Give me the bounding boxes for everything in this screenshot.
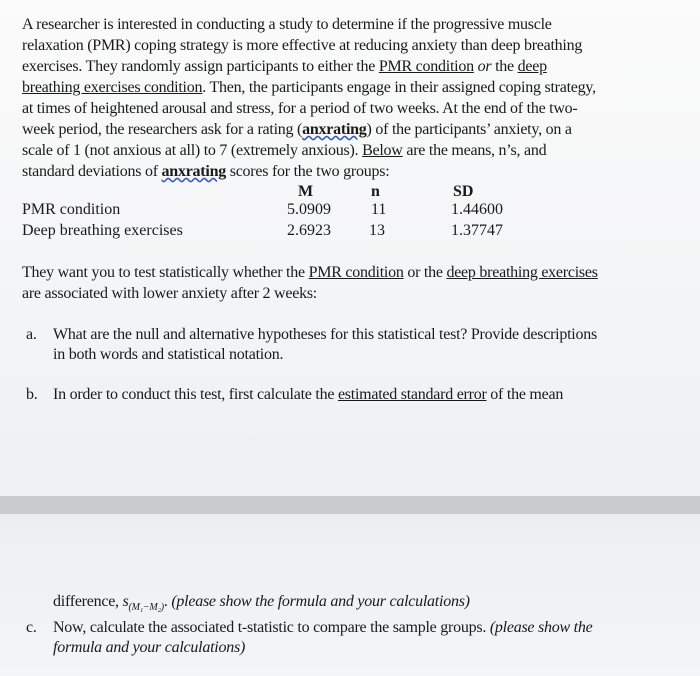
deep-breathing-term: deep breathing exercises [446,264,598,281]
text: are the means, n’s, and [402,142,547,159]
below-term: Below [362,142,403,159]
instruction: (please show the formula and your calculations) [171,593,470,610]
se-subscript: (M₁−M₂) [128,602,164,614]
header-sd: SD [453,183,474,200]
text: scale of 1 (not anxious at all) to 7 (extremely anxious). [22,142,363,159]
question-c-text [53,618,592,638]
question-a-text: in both words and statistical notation. [53,346,284,363]
anxrating-term: anxrating [302,121,367,138]
intro-line: relaxation (PMR) coping strategy is more effective at reducing anxiety than deep breathing [22,37,583,54]
text: exercises. They randomly assign participants to either the [22,58,379,75]
cell-sd: 1.44600 [451,201,503,218]
text: In order to conduct this test, first calculate the [53,386,338,403]
text: or [477,58,492,75]
question-b-text [53,385,563,405]
question-c-label: c. [26,619,37,636]
text: standard deviations of [22,163,162,180]
text: . [163,593,172,610]
intro-line [22,141,546,161]
cell-n: 13 [369,222,385,239]
text: ) of the participants’ anxiety, on a [366,121,572,138]
standard-error-term: estimated standard error [337,386,487,403]
para2-line: are associated with lower anxiety after 2 weeks: [22,285,317,302]
cell-m: 2.6923 [287,222,331,239]
question-a-label: a. [26,326,37,343]
intro-line [22,120,572,140]
intro-line [22,57,547,77]
se-symbol: s [122,593,129,610]
pmr-condition-term: PMR condition [378,58,474,75]
text: . Then, the participants engage in their assigned coping strategy, [202,79,596,96]
cell-sd: 1.37747 [451,222,503,239]
text: They want you to test statistically whether the [22,264,309,281]
intro-line [22,78,596,98]
text: scores for the two groups: [225,163,390,180]
text: week period, the researchers ask for a rating ( [22,121,303,138]
instruction: (please show the [489,619,593,636]
intro-line: at times of heightened arousal and stress, for a period of two weeks. At the end of the two- [22,100,578,117]
row-label: Deep breathing exercises [22,222,183,239]
cell-n: 11 [371,201,387,218]
question-a-text: What are the null and alternative hypotheses for this statistical test? Provide descriptions [53,326,597,343]
question-c-text: formula and your calculations) [53,639,246,656]
row-label: PMR condition [22,201,121,218]
cell-m: 5.0909 [287,201,331,218]
pmr-condition-term: PMR condition [308,264,404,281]
intro-line [22,162,389,182]
question-b-text [53,592,470,618]
text: of the mean [486,386,564,403]
deep-term: deep [517,58,547,75]
breathing-condition-term: breathing exercises condition [22,79,203,96]
question-b-label: b. [26,386,38,403]
text: the [495,58,514,75]
text: Now, calculate the associated t-statistic to compare the sample groups. [53,619,490,636]
anxrating-term: anxrating [161,163,226,180]
header-n: n [371,183,380,200]
divider-band [0,496,700,514]
text: difference, [53,593,123,610]
header-m: M [298,183,314,200]
para2-line [22,263,598,283]
intro-line: A researcher is interested in conducting a study to determine if the progressive muscle [22,16,552,33]
text: or the [403,264,447,281]
